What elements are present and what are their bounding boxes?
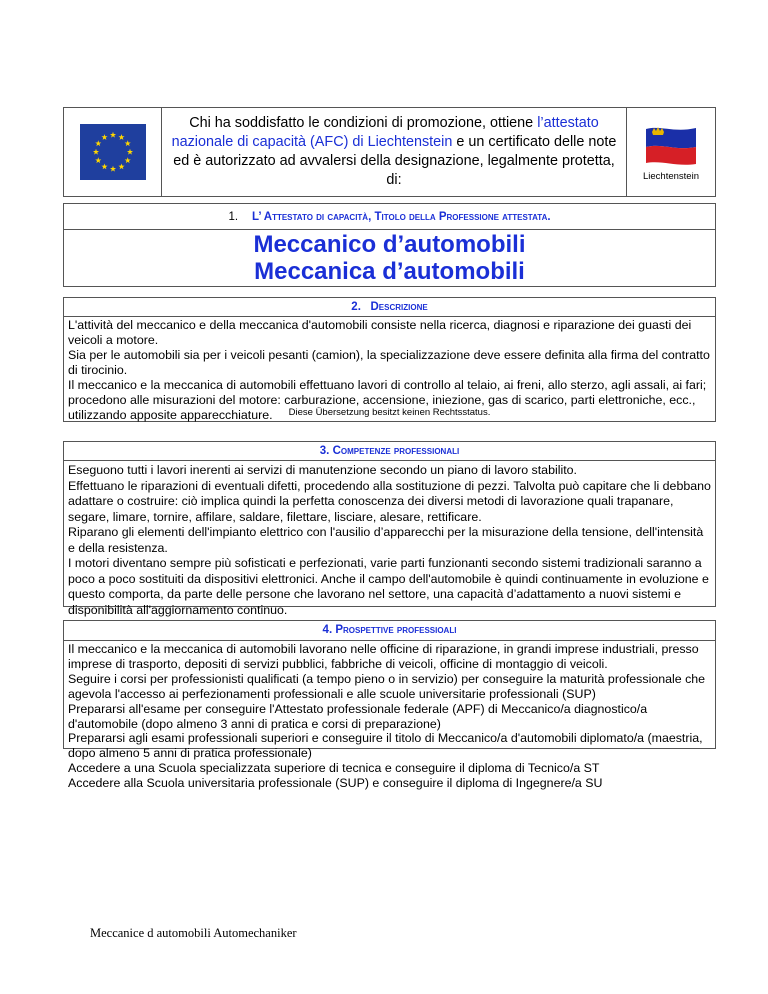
eu-flag-cell [64,108,162,196]
section3-heading [64,445,715,457]
section-career-prospects [63,620,716,791]
section-professional-title [63,203,716,287]
section3-divider [64,460,715,461]
section1-heading [64,211,715,223]
section1-divider [64,229,715,230]
intro-text [162,108,627,196]
section4-number: 4. [322,624,333,636]
liechtenstein-flag-icon [642,123,700,167]
section3-number: 3. [319,445,330,457]
section2-number: 2. [351,301,361,313]
section4-heading-text: Prospettive professioali [335,624,457,636]
flag-caption: Liechtenstein [643,170,699,182]
section1-number: 1. [228,211,239,223]
profession-title-female: Meccanica d’automobili [254,258,525,285]
intro-part1: Chi ha soddisfatto le condizioni di promozione, ottiene [189,115,538,131]
section4-divider [64,640,715,641]
liechtenstein-flag-cell [627,108,715,196]
section4-heading [64,624,715,636]
section-professional-skills [63,441,716,617]
intro-afc-link: l’attestato nazionale di capacità (AFC) di Liechtenstein [171,115,599,150]
eu-flag-icon [80,124,146,180]
section3-paragraph: Eseguono tutti i lavori inerenti ai servizi di manutenzione secondo un piano di lavoro stabilito. Effettuano le riparazioni di eventuali difetti, procedendo alla sostituzione di pezzi. Talvolta può capitare che li debbano adattare o costruire: ciò implica quindi la perfetta conoscenza dei diversi metodi di lavorazione quali trapanare, segare, limare, tornire, affilare, saldare, filettare, lisciare, alesare, rettificare. Riparano gli elementi dell'impianto elettrico con l'ausilio d’apparecchi per la misurazione della tensione, dell'intensità e della resistenza. I motori diventano sempre più sofisticati e perfezionati, varie parti funzionanti secondo sistemi tradizionali saranno a poco a poco sostituiti da dispositivi elettronici. Anche il campo dell'automobile è quindi continuamente in evoluzione e questo comporta, da parte delle persone che lavorano nel settore, una capacità d’adattamento a nuovi sistemi e disponibilità all'aggiornamento continuo. [68,463,711,617]
section2-heading [64,301,715,313]
section-description [63,297,716,422]
section1-heading-text: L’ Attestato di capacità, Titolo della Professione attestata. [252,211,551,223]
translation-disclaimer: Diese Übersetzung besitzt keinen Rechtsstatus. [288,407,491,418]
page-footer: Meccanice d automobili Automechaniker [90,926,297,940]
section2-heading-text: Descrizione [370,301,428,313]
intro-part2: e un certificato delle note ed è autorizzato ad avvalersi della designazione, legalmente protetta, di: [173,134,617,188]
profession-title-male: Meccanico d’automobili [253,231,526,258]
section3-heading-text: Competenze professionali [332,445,460,457]
section2-paragraph: L'attività del meccanico e della meccanica d'automobili consiste nella ricerca, diagnosi e riparazione dei guasti dei veicoli a motore. Sia per le automobili sia per i veicoli pesanti (camion), la specializzazione deve essere definita alla firma del contratto di tirocinio. Il meccanico e la meccanica di automobili effettuano lavori di controllo al telaio, ai freni, allo sterzo, agli assali, ai fari; procedono alle misurazioni del motore: carburazione, accensione, iniezione, gas di scarico, parti elettroniche, ecc., utilizzando apposite apparecchiature. [68,318,710,422]
header-table [63,107,716,197]
section4-paragraph: Il meccanico e la meccanica di automobili lavorano nelle officine di riparazione, in grandi imprese industriali, presso imprese di trasporto, depositi di servizi pubblici, fabbriche di veicoli, officine di montaggio di veicoli. Seguire i corsi per professionisti qualificati (a tempo pieno o in servizio) per conseguire la maturità professionale che agevola l'accesso ai perfezionamenti professionali e alle scuole universitarie professionali (SUP) Prepararsi all'esame per conseguire l'Attestato professionale federale (APF) di Meccanico/a diagnostico/a d'automobile (dopo almeno 3 anni di pratica e corsi di preparazione) Prepararsi agli esami professionali superiori e conseguire il titolo di Meccanico/a d'automobili diplomato/a (maestria, dopo almeno 5 anni di pratica professionale) Accedere a una Scuola specializzata superiore di tecnica e conseguire il diploma di Tecnico/a ST Accedere alla Scuola universitaria professionale (SUP) e conseguire il diploma di Ingegnere/a SU [68,642,706,791]
section2-divider [64,316,715,317]
